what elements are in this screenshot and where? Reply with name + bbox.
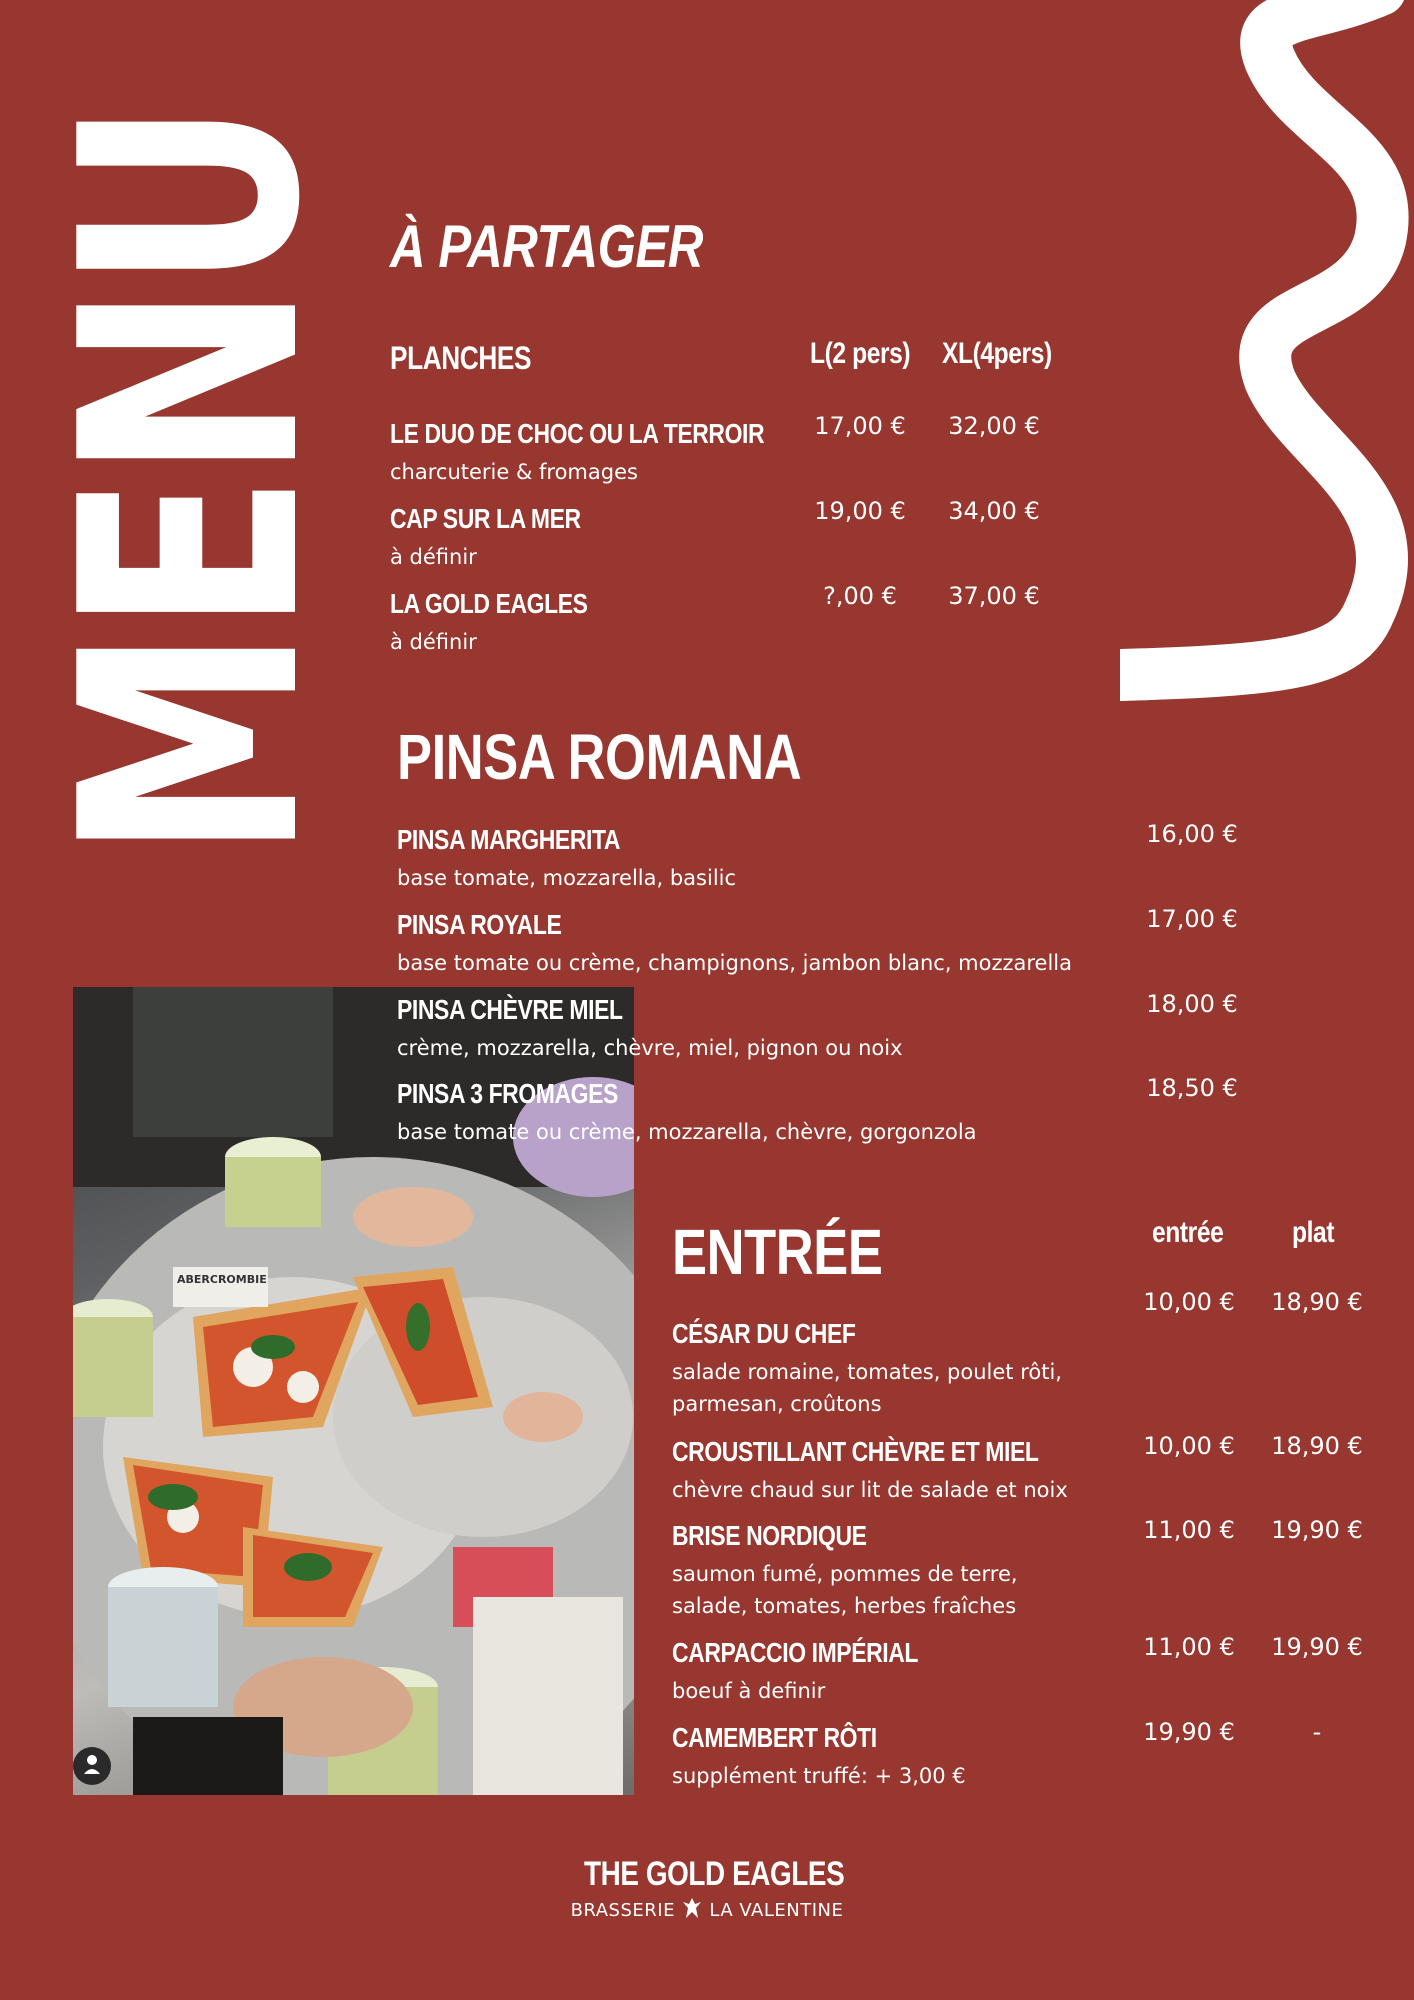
item-name: PINSA ROYALE [397, 909, 562, 940]
item-name: CARPACCIO IMPÉRIAL [672, 1637, 919, 1668]
item-description: saumon fumé, pommes de terre, [672, 1562, 1018, 1586]
item-description: base tomate ou crème, mozzarella, chèvre, gorgonzola [397, 1120, 977, 1144]
item-name: CAP SUR LA MER [390, 503, 581, 534]
price-plat: 19,90 € [1271, 1516, 1363, 1544]
price-entree: 11,00 € [1143, 1516, 1235, 1544]
list-item [397, 1074, 1297, 1148]
price-xl: 37,00 € [948, 582, 1040, 610]
column-header-l: L(2 pers) [810, 337, 911, 370]
item-description: charcuterie & fromages [390, 460, 638, 484]
item-description: à définir [390, 545, 477, 569]
column-header-plat: plat [1292, 1216, 1335, 1249]
item-name: LA GOLD EAGLES [390, 588, 588, 619]
item-description: salade romaine, tomates, poulet rôti, [672, 1360, 1062, 1384]
list-item [390, 412, 1090, 488]
item-description: crème, mozzarella, chèvre, miel, pignon ou noix [397, 1036, 903, 1060]
price-plat: 19,90 € [1271, 1633, 1363, 1661]
brand-sub-right: LA VALENTINE [709, 1900, 844, 1921]
list-item [397, 905, 1297, 979]
item-price: 18,50 € [1146, 1074, 1238, 1102]
section-title-partager: À PARTAGER [390, 213, 703, 280]
item-name: PINSA 3 FROMAGES [397, 1078, 618, 1109]
item-name: CROUSTILLANT CHÈVRE ET MIEL [672, 1436, 1039, 1467]
section-title-entree: ENTRÉE [672, 1216, 883, 1288]
list-item [672, 1516, 1372, 1630]
price-xl: 32,00 € [948, 412, 1040, 440]
price-entree: 11,00 € [1143, 1633, 1235, 1661]
column-header-entree: entrée [1152, 1216, 1224, 1249]
list-item [397, 820, 1297, 894]
price-plat: 18,90 € [1271, 1432, 1363, 1460]
item-description: parmesan, croûtons [672, 1392, 882, 1416]
decorative-swirl [1120, 0, 1414, 720]
item-description: à définir [390, 630, 477, 654]
price-plat: - [1312, 1718, 1322, 1746]
item-price: 16,00 € [1146, 820, 1238, 848]
list-item [672, 1633, 1372, 1707]
list-item [672, 1288, 1372, 1428]
eagle-icon [681, 1896, 703, 1920]
item-description: salade, tomates, herbes fraîches [672, 1594, 1017, 1618]
section-title-pinsa: PINSA ROMANA [397, 721, 802, 793]
list-item [390, 497, 1090, 573]
item-description: boeuf à definir [672, 1679, 826, 1703]
price-entree: 10,00 € [1143, 1288, 1235, 1316]
item-description: supplément truffé: + 3,00 € [672, 1764, 966, 1788]
brand-name: THE GOLD EAGLES [584, 1855, 845, 1893]
footer-brand [557, 1855, 857, 1935]
item-name: CÉSAR DU CHEF [672, 1318, 856, 1349]
item-description: chèvre chaud sur lit de salade et noix [672, 1478, 1068, 1502]
item-name: PINSA CHÈVRE MIEL [397, 994, 623, 1025]
column-header-xl: XL(4pers) [942, 337, 1052, 370]
item-description: base tomate ou crème, champignons, jambon blanc, mozzarella [397, 951, 1073, 975]
price-plat: 18,90 € [1271, 1288, 1363, 1316]
price-l: ?,00 € [823, 582, 897, 610]
item-price: 18,00 € [1146, 990, 1238, 1018]
price-entree: 19,90 € [1143, 1718, 1235, 1746]
list-item [672, 1718, 1372, 1792]
brand-subtitle [557, 1896, 857, 1921]
list-item [672, 1432, 1372, 1506]
brand-sub-left: BRASSERIE [570, 1900, 675, 1921]
item-name: PINSA MARGHERITA [397, 824, 621, 855]
price-l: 17,00 € [814, 412, 906, 440]
item-name: LE DUO DE CHOC OU LA TERROIR [390, 418, 765, 449]
item-description: base tomate, mozzarella, basilic [397, 866, 737, 890]
item-name: BRISE NORDIQUE [672, 1520, 867, 1551]
price-xl: 34,00 € [948, 497, 1040, 525]
item-price: 17,00 € [1146, 905, 1238, 933]
menu-title: MENU [17, 106, 366, 860]
price-entree: 10,00 € [1143, 1432, 1235, 1460]
list-item [397, 990, 1297, 1064]
coaster-text: ABERCROMBIE [177, 1273, 267, 1286]
list-item [390, 582, 1090, 658]
item-name: CAMEMBERT RÔTI [672, 1722, 877, 1753]
price-l: 19,00 € [814, 497, 906, 525]
planches-label: PLANCHES [390, 340, 532, 376]
